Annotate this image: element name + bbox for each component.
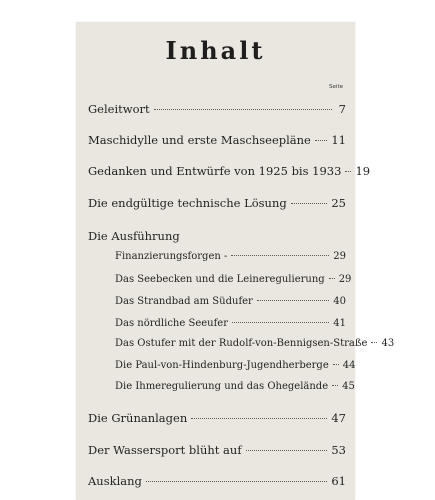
toc-entry-label: Das Ostufer mit der Rudolf-von-Bennigsen-Straße [115,338,368,349]
dot-leader [333,364,339,365]
toc-page-number: 7 [338,102,346,116]
dot-leader [315,140,328,141]
toc-page-number: 44 [342,360,356,371]
toc-subentry [115,251,346,262]
toc-entry-geleitwort [88,102,346,116]
toc-entry-label: Ausklang [88,474,142,488]
toc-subentry [115,338,395,349]
toc-page-number: 19 [355,164,371,178]
toc-subentry [115,274,352,285]
toc-page-number: 61 [331,474,346,488]
toc-entry-label: Der Wassersport blüht auf [88,443,242,457]
toc-subentry [115,318,346,329]
dot-leader [146,481,327,482]
dot-leader [232,322,329,323]
page-column-label: Seite [329,84,343,90]
toc-page-number: 29 [338,274,352,285]
dot-leader [231,255,329,256]
toc-page-number: 11 [331,133,346,147]
toc-page-number: 43 [381,338,395,349]
toc-entry-label: Die Ihmeregulierung und das Ohegelände [115,381,329,392]
toc-page-number: 53 [331,443,346,457]
dot-leader [257,300,329,301]
dot-leader [246,450,328,451]
toc-entry-wassersport [88,443,346,457]
dot-leader [191,418,327,419]
toc-entry-label: Die Paul-von-Hindenburg-Jugendherberge [115,360,329,371]
dot-leader [329,278,335,279]
toc-entry-label: Die endgültige technische Lösung [88,196,287,210]
dot-leader [345,171,351,172]
toc-page-number: 41 [333,318,346,329]
toc-entry-label: Die Grünanlagen [88,411,188,425]
toc-subentry [115,296,346,307]
toc-page-number: 47 [331,411,346,425]
dot-leader [371,342,377,343]
dot-leader [332,385,338,386]
toc-entry-loesung [88,196,346,210]
toc-page-number: 25 [331,196,346,210]
dot-leader [154,109,332,110]
toc-entry-label: Das nördliche Seeufer [115,318,228,329]
toc-entry-label: Das Strandbad am Südufer [115,296,253,307]
toc-entry-label: Finanzierungsforgen - [115,251,228,262]
toc-entry-label: Gedanken und Entwürfe von 1925 bis 1933 [88,164,342,178]
toc-section-heading: Die Ausführung [88,229,180,243]
toc-entry-label: Geleitwort [88,102,150,116]
toc-entry-label: Das Seebecken und die Leineregulierung [115,274,325,285]
dot-leader [291,203,328,204]
book-page [76,22,395,500]
toc-entry-maschidylle [88,133,346,147]
toc-subentry [115,381,355,392]
toc-subentry [115,360,356,371]
page-title: Inhalt [165,36,266,65]
toc-entry-gruenanlagen [88,411,346,425]
toc-page-number: 40 [333,296,346,307]
toc-entry-ausklang [88,474,346,488]
toc-entry-label: Maschidylle und erste Maschseepläne [88,133,311,147]
toc-entry-gedanken [88,164,371,178]
toc-page-number: 45 [342,381,355,392]
toc-page-number: 29 [333,251,346,262]
